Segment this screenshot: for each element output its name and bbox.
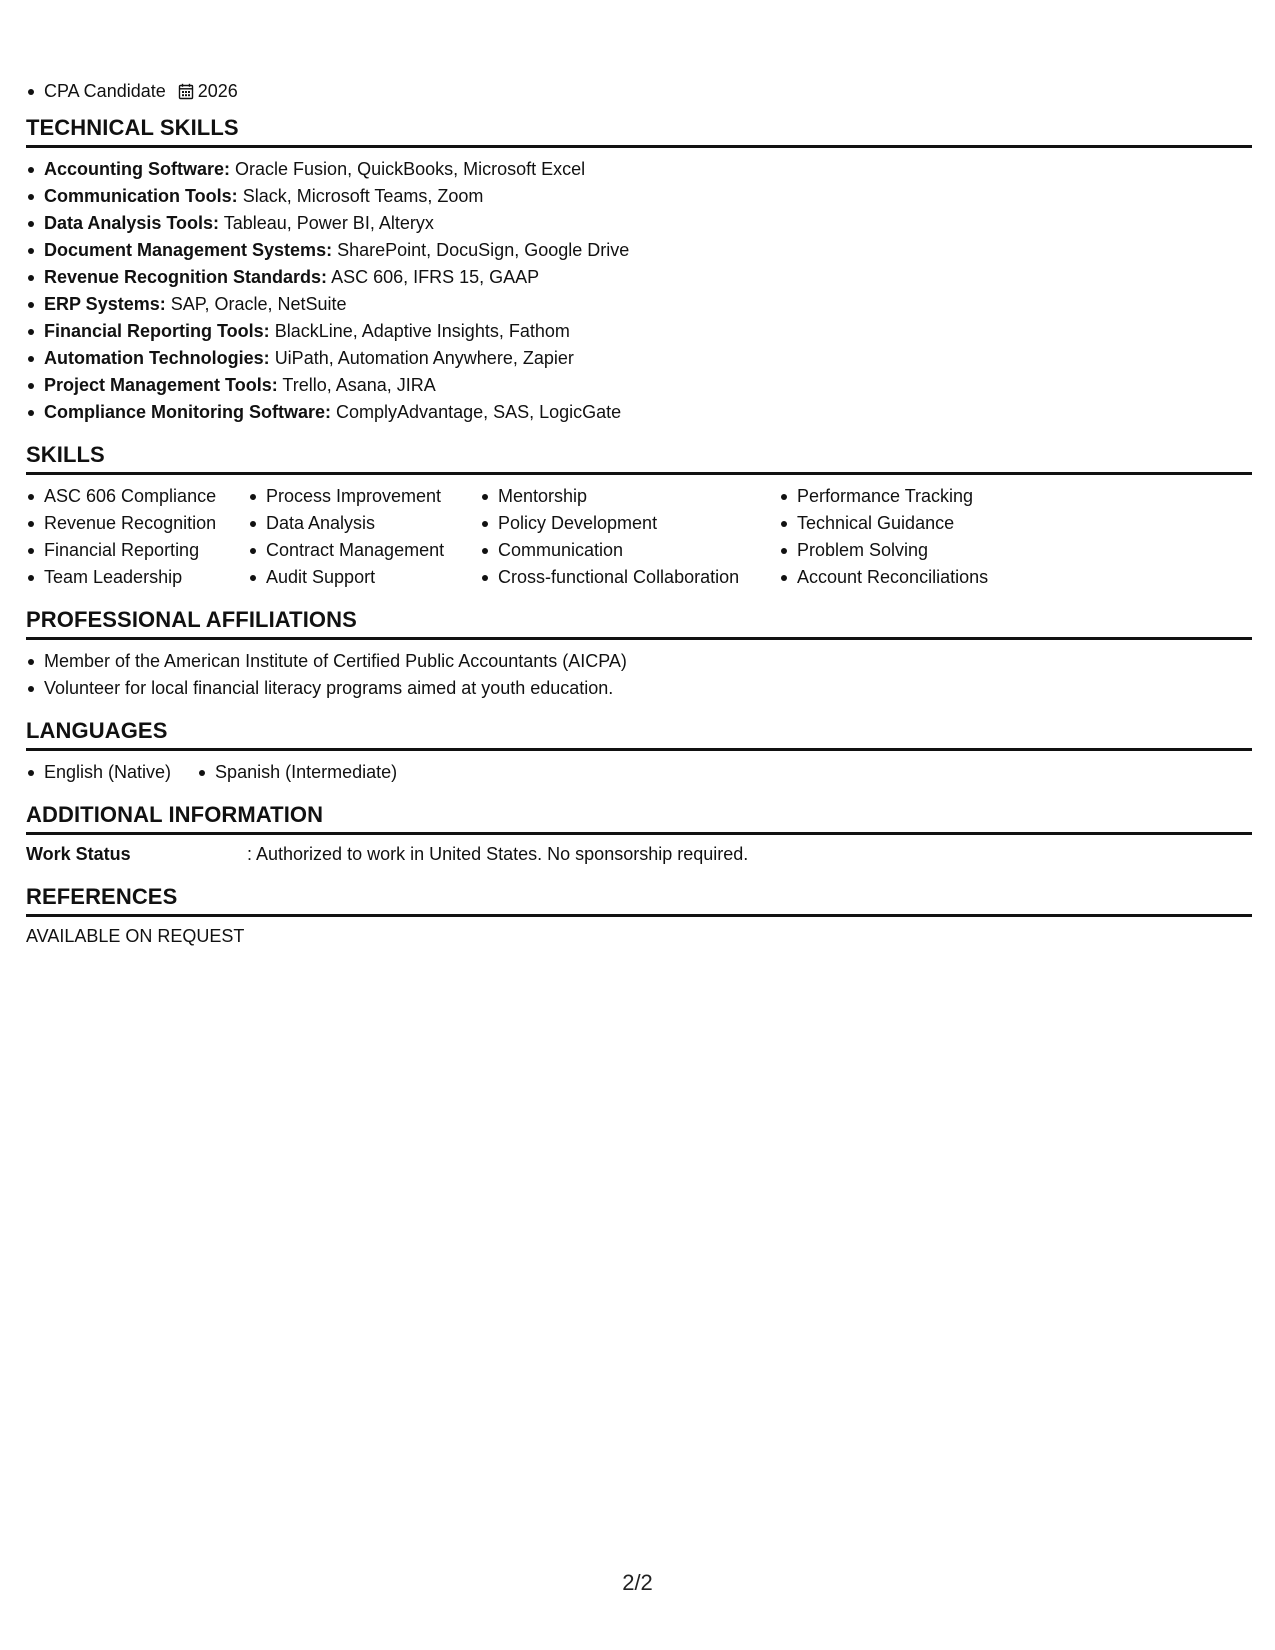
- affiliations-list: [26, 648, 1252, 702]
- skill-item: Communication: [480, 537, 779, 564]
- skills-section: [26, 442, 1252, 591]
- skill-item: Mentorship: [480, 483, 779, 510]
- technical-skill-item: [26, 372, 1252, 399]
- technical-skill-item: [26, 345, 1252, 372]
- technical-skill-item: [26, 183, 1252, 210]
- additional-info-section: [26, 802, 1252, 868]
- work-status-row: [26, 841, 1252, 868]
- languages-section: [26, 718, 1252, 786]
- technical-skill-item: [26, 156, 1252, 183]
- affiliations-section: [26, 607, 1252, 702]
- skills-heading: SKILLS: [26, 442, 1252, 475]
- skills-column: [480, 483, 779, 591]
- technical-skill-value: Oracle Fusion, QuickBooks, Microsoft Excel: [235, 159, 586, 179]
- skill-item: Problem Solving: [779, 537, 1039, 564]
- technical-skill-value: ASC 606, IFRS 15, GAAP: [331, 267, 540, 287]
- references-heading: REFERENCES: [26, 884, 1252, 917]
- technical-skill-label: Communication Tools:: [44, 186, 238, 206]
- languages-heading: LANGUAGES: [26, 718, 1252, 751]
- technical-skill-label: Automation Technologies:: [44, 348, 270, 368]
- skill-item: Cross-functional Collaboration: [480, 564, 779, 591]
- skill-item: Policy Development: [480, 510, 779, 537]
- additional-info-heading: ADDITIONAL INFORMATION: [26, 802, 1252, 835]
- technical-skill-label: Accounting Software:: [44, 159, 231, 179]
- languages-list: [26, 759, 1252, 786]
- technical-skill-value: UiPath, Automation Anywhere, Zapier: [274, 348, 574, 368]
- skills-column: [779, 483, 1039, 591]
- skill-item: Audit Support: [248, 564, 480, 591]
- certification-name: CPA Candidate: [44, 81, 166, 101]
- technical-skill-label: Document Management Systems:: [44, 240, 333, 260]
- technical-skill-item: [26, 399, 1252, 426]
- page-number: 2/2: [622, 1570, 653, 1595]
- references-text: AVAILABLE ON REQUEST: [26, 926, 245, 946]
- skill-item: Revenue Recognition: [26, 510, 248, 537]
- skill-item: Performance Tracking: [779, 483, 1039, 510]
- technical-skill-value: Slack, Microsoft Teams, Zoom: [242, 186, 484, 206]
- technical-skill-item: [26, 237, 1252, 264]
- technical-skill-item: [26, 291, 1252, 318]
- technical-skill-item: [26, 318, 1252, 345]
- skills-column: [26, 483, 248, 591]
- technical-skills-heading: TECHNICAL SKILLS: [26, 115, 1252, 148]
- technical-skill-label: Project Management Tools:: [44, 375, 278, 395]
- work-status-label: Work Status: [26, 844, 131, 864]
- skill-item: Financial Reporting: [26, 537, 248, 564]
- technical-skills-section: [26, 115, 1252, 426]
- technical-skill-value: BlackLine, Adaptive Insights, Fathom: [274, 321, 570, 341]
- technical-skill-value: SAP, Oracle, NetSuite: [170, 294, 347, 314]
- affiliation-item: Volunteer for local financial literacy programs aimed at youth education.: [26, 675, 1252, 702]
- resume-content: [26, 78, 1252, 950]
- technical-skill-label: ERP Systems:: [44, 294, 166, 314]
- skill-item: Data Analysis: [248, 510, 480, 537]
- skills-column: [248, 483, 480, 591]
- language-item: Spanish (Intermediate): [197, 759, 397, 786]
- certification-date: [178, 78, 238, 105]
- work-status-value: : Authorized to work in United States. No sponsorship required.: [247, 844, 749, 864]
- technical-skill-value: Trello, Asana, JIRA: [282, 375, 436, 395]
- technical-skill-label: Compliance Monitoring Software:: [44, 402, 332, 422]
- certification-item: [26, 78, 1252, 105]
- technical-skill-label: Data Analysis Tools:: [44, 213, 220, 233]
- skill-item: ASC 606 Compliance: [26, 483, 248, 510]
- technical-skill-label: Financial Reporting Tools:: [44, 321, 270, 341]
- skill-item: Account Reconciliations: [779, 564, 1039, 591]
- technical-skill-item: [26, 210, 1252, 237]
- references-section: [26, 884, 1252, 950]
- technical-skill-value: SharePoint, DocuSign, Google Drive: [337, 240, 630, 260]
- skill-item: Technical Guidance: [779, 510, 1039, 537]
- technical-skills-list: [26, 156, 1252, 426]
- skill-item: Contract Management: [248, 537, 480, 564]
- affiliation-item: Member of the American Institute of Certified Public Accountants (AICPA): [26, 648, 1252, 675]
- skill-item: Process Improvement: [248, 483, 480, 510]
- technical-skill-value: ComplyAdvantage, SAS, LogicGate: [336, 402, 622, 422]
- technical-skill-label: Revenue Recognition Standards:: [44, 267, 328, 287]
- certification-year: 2026: [197, 81, 238, 101]
- skills-grid: [26, 483, 1252, 591]
- calendar-icon: [178, 83, 194, 100]
- technical-skill-item: [26, 264, 1252, 291]
- certification-list: [26, 78, 1252, 105]
- affiliations-heading: PROFESSIONAL AFFILIATIONS: [26, 607, 1252, 640]
- language-item: English (Native): [26, 759, 171, 786]
- technical-skill-value: Tableau, Power BI, Alteryx: [223, 213, 434, 233]
- skill-item: Team Leadership: [26, 564, 248, 591]
